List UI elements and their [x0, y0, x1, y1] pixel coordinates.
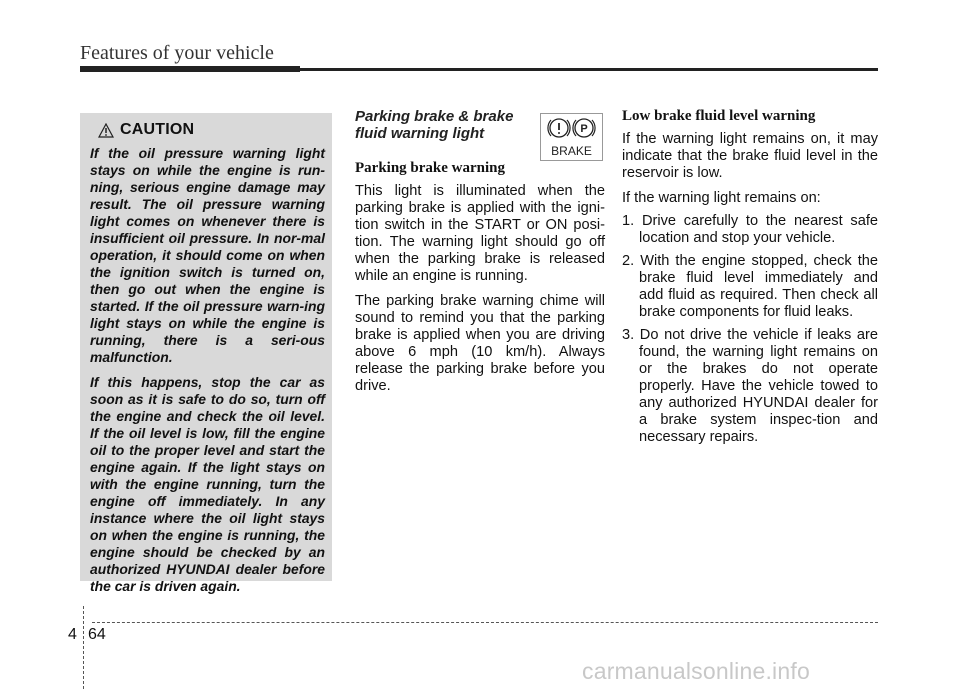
caution-box [80, 113, 332, 594]
header-rule-accent [80, 66, 300, 72]
caution-paragraph: If the oil pressure warning light stays on while the engine is run-ning, serious engine damage may result. The oil pressure warning light comes on whenever there is insufficient oil pressure. In nor-mal operation, it should come on when the ignition switch is turned on, then go out when the engine is started. If the oil pressure warn-ing light stays on while the engine is running, there is a seri-ous malfunction. [90, 145, 325, 365]
page-header-title: Features of your vehicle [80, 42, 274, 64]
warning-triangle-icon [98, 123, 114, 138]
svg-text:P: P [580, 123, 588, 135]
brake-symbol-label: BRAKE [551, 144, 592, 158]
watermark: carmanualsonline.info [582, 658, 810, 684]
parking-brake-subheading: Parking brake warning [355, 160, 506, 176]
low-fluid-subheading: Low brake fluid level warning [622, 108, 816, 124]
caution-paragraph: If this happens, stop the car as soon as it is safe to do so, turn off the engine and check the oil level. If the oil level is low, fill the engine oil to the proper level and start the engine again. If the light stays on with the engine running, turn the engine off immediately. In any instance where the oil light stays on when the engine is running, the engine should be checked by an authorized HYUNDAI dealer before the car is driven again. [90, 374, 325, 594]
step-item: 2. With the engine stopped, check the brake fluid level immediately and add fluid as required. Then check all brake components for fluid leaks. [622, 253, 878, 320]
body-paragraph: This light is illuminated when the parking brake is applied with the igni-tion switch in the START or ON posi-tion. The warning light should go off when the parking brake is released while an engine is running. [355, 183, 605, 284]
caution-title: CAUTION [120, 121, 195, 138]
middle-column [355, 108, 605, 403]
right-column [622, 108, 878, 452]
chapter-number: 4 [68, 626, 77, 643]
body-paragraph: If the warning light remains on: [622, 190, 821, 206]
step-item: 1. Drive carefully to the nearest safe location and stop your vehicle. [622, 213, 878, 246]
page-number: 64 [88, 626, 106, 643]
footer-divider-vertical [83, 606, 84, 689]
body-paragraph: The parking brake warning chime will sound to remind you that the parking brake is applied when you are driving above 6 mph (10 km/h). Always release the parking brake before you drive. [355, 293, 605, 394]
section-heading: Parking brake & brake fluid warning light [355, 108, 514, 142]
caution-header [98, 121, 325, 139]
footer-rule [92, 622, 878, 623]
body-paragraph: If the warning light remains on, it may indicate that the brake fluid level in the reservoir is low. [622, 131, 878, 181]
step-item: 3. Do not drive the vehicle if leaks are found, the warning light remains on or the brakes do not operate properly. Have the vehicle towed to any authorized HYUNDAI dealer for a brake system inspec-tion and necessary repairs. [622, 327, 878, 445]
